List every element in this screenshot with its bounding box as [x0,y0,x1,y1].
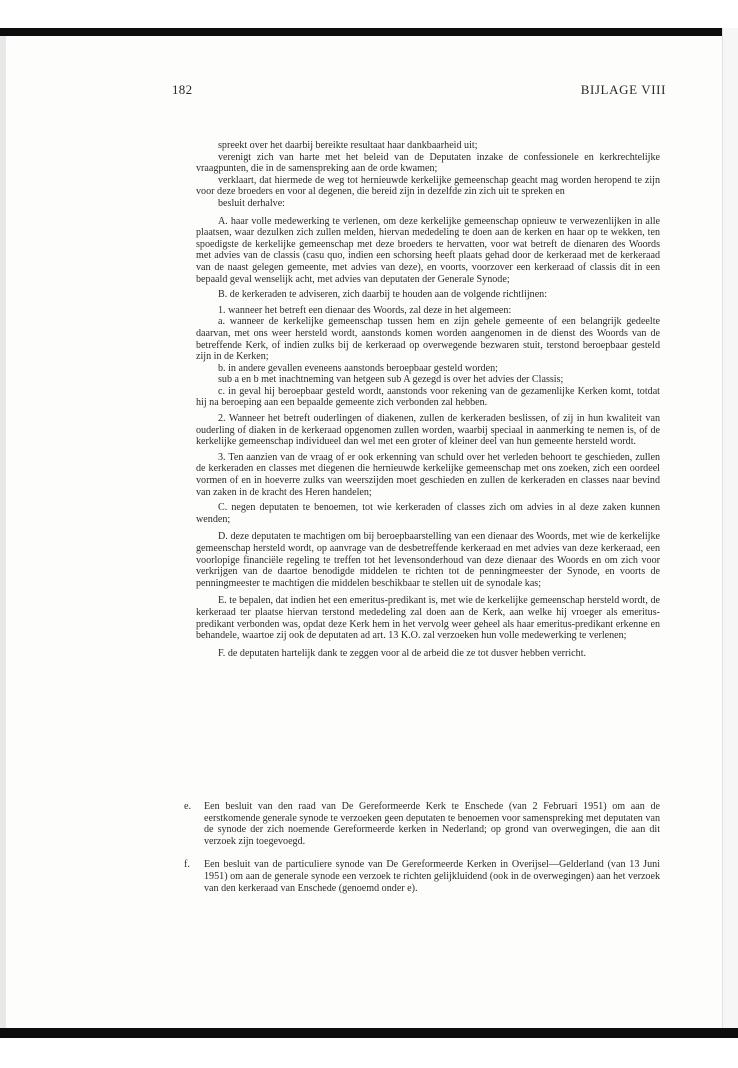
paragraph: besluit derhalve: [218,197,285,209]
paragraph: b. in andere gevallen eveneens aanstonds beroepbaar gesteld worden; [218,362,498,374]
paragraph: a. wanneer de kerkelijke gemeenschap tussen hem en zijn gehele gemeente of een belangrijk gedeelte daarvan, met ons weer hersteld wordt, aanstonds komen worden aangenomen in de dienst des Woords van de betreffende Kerk, of indien zulks bij de kerkeraad op overwegende bezwaren stuit, terstond beroepbaar gesteld zijn in de Kerken; [196,316,660,363]
paragraph-a: A. haar volle medewerking te verlenen, om deze kerkelijke gemeenschap opnieuw te verwezenlijken in alle plaatsen, waar dezulken zich zullen melden, hiervan mededeling te doen aan de kerken en haar op te wekken, ten spoedigste de kerkelijke gemeenschap met deze broeders te hervatten, voor wat betreft de dienaren des Woords met advies van de classis (casu quo, indien een schorsing heeft plaats gehad door de kerkeraad met de kerkeraad van de naast gelegen gemeente, met advies van deze), en voorts, voorzover een kerkeraad of classis dit in een bepaald geval wenselijk acht, met advies van deputaten der Generale Synode; [196,215,660,285]
scan-edge-right [722,28,738,1038]
scan-border-top [0,28,738,36]
paragraph: 3. Ten aanzien van de vraag of er ook erkenning van schuld over het verleden behoort te geschieden, zullen de kerkeraden en classes met diegenen die hernieuwde kerkelijke gemeenschap met ons zoeken, zich een oordeel vormen of en in hoeverre zulks van weerszijden moet geschieden en zullen de kerkeraden en classes naar bevind van zaken in de kracht des Heren handelen; [196,451,660,498]
entry-label: e. [184,801,192,812]
page-number: 182 [172,82,193,97]
entry-text: Een besluit van den raad van De Gereformeerde Kerk te Enschede (van 2 Februari 1951) om aan de eerstkomende generale synode te verzoeken geen deputaten te benoemen voor samenspreking met deputaten van de synode der zich noemende Gereformeerde kerken in Nederland; op grond van overwegingen, die aan dit verzoek zijn toegevoegd. [204,801,660,847]
paragraph-f: F. de deputaten hartelijk dank te zeggen voor al de arbeid die ze tot dusver hebben verricht. [218,647,587,659]
list-item [184,801,660,847]
paragraph-b: B. de kerkeraden te adviseren, zich daarbij te houden aan de volgende richtlijnen: [218,289,548,301]
scan-border-bottom [0,1028,738,1038]
body-text [196,140,660,659]
entry-text: Een besluit van de particuliere synode van De Gereformeerde Kerken in Overijsel—Gelderland (van 13 Juni 1951) om aan de generale synode een verzoek te richten gelijkluidend (ook in de overwegingen) aan het verzoek van den kerkeraad van Enschede (genoemd onder e). [204,859,660,894]
entries-list [184,801,660,906]
paragraph-d: D. deze deputaten te machtigen om bij beroepbaarstelling van een dienaar des Woords, met wie de kerkelijke gemeenschap hersteld wordt, op aanvrage van de desbetreffende kerkeraad en met advies van deze kerkeraad, een voorlopige financiële regeling te treffen tot het levensonderhoud van deze dienaar des Woords en om zich voor verkrijgen van de daartoe benodigde middelen te richten tot de penningmeester der Synode, en voorts de penningmeester te machtigen die middelen beschikbaar te stellen uit de synodale kas; [196,531,660,589]
page-header [166,82,666,102]
list-item [184,859,660,894]
running-head: BIJLAGE VIII [580,82,666,97]
paragraph: 2. Wanneer het betreft ouderlingen of diakenen, zullen de kerkeraden beslissen, of zij in hun kwaliteit van ouderling of diaken in de kerkeraad opgenomen zullen worden, waarbij speciaal in aanmerking te nemen is, of de kerkelijke gemeenschap individueel dan wel met een groter of kleiner deel van hun gemeente hersteld wordt. [196,413,660,448]
entry-label: f. [184,859,190,871]
paragraph: c. in geval hij beroepbaar gesteld wordt, aanstonds voor rekening van de gezamenlijke Kerken komt, totdat hij na beroeping aan een bepaalde gemeente zich verbonden zal hebben. [196,385,660,409]
paragraph-c: C. negen deputaten te benoemen, tot wie kerkeraden of classes zich om advies in al deze zaken kunnen wenden; [196,502,660,525]
paragraph-e: E. te bepalen, dat indien het een emeritus-predikant is, met wie de kerkelijke gemeenschap hersteld wordt, de kerkeraad ter plaatse hiervan terstond mededeling zal doen aan de Kerk, aan welke hij vroeger als emeritus-predikant verbonden was, opdat deze Kerk hem in het vervolg weer geheel als haar emeritus-predikant erkenne en behandele, waartoe zij ook de deputaten ad art. 13 K.O. zal verzoeken hun volle medewerking te verlenen; [196,595,660,642]
paragraph: spreekt over het daarbij bereikte resultaat haar dankbaarheid uit; [218,140,478,151]
paragraph: 1. wanneer het betreft een dienaar des Woords, zal deze in het algemeen: [218,304,512,316]
paragraph: sub a en b met inachtneming van hetgeen sub A gezegd is over het advies der Classis; [218,374,564,386]
paragraph: verenigt zich van harte met het beleid van de Deputaten inzake de confessionele en kerkrechtelijke vraagpunten, die in de samenspreking aan de orde kwamen; [196,151,660,175]
paragraph: verklaart, dat hiermede de weg tot hernieuwde kerkelijke gemeenschap geacht mag worden heropend te zijn voor deze broeders en voor al degenen, die bereid zijn in dezelfde zin zich uit te spreken en [196,174,660,198]
